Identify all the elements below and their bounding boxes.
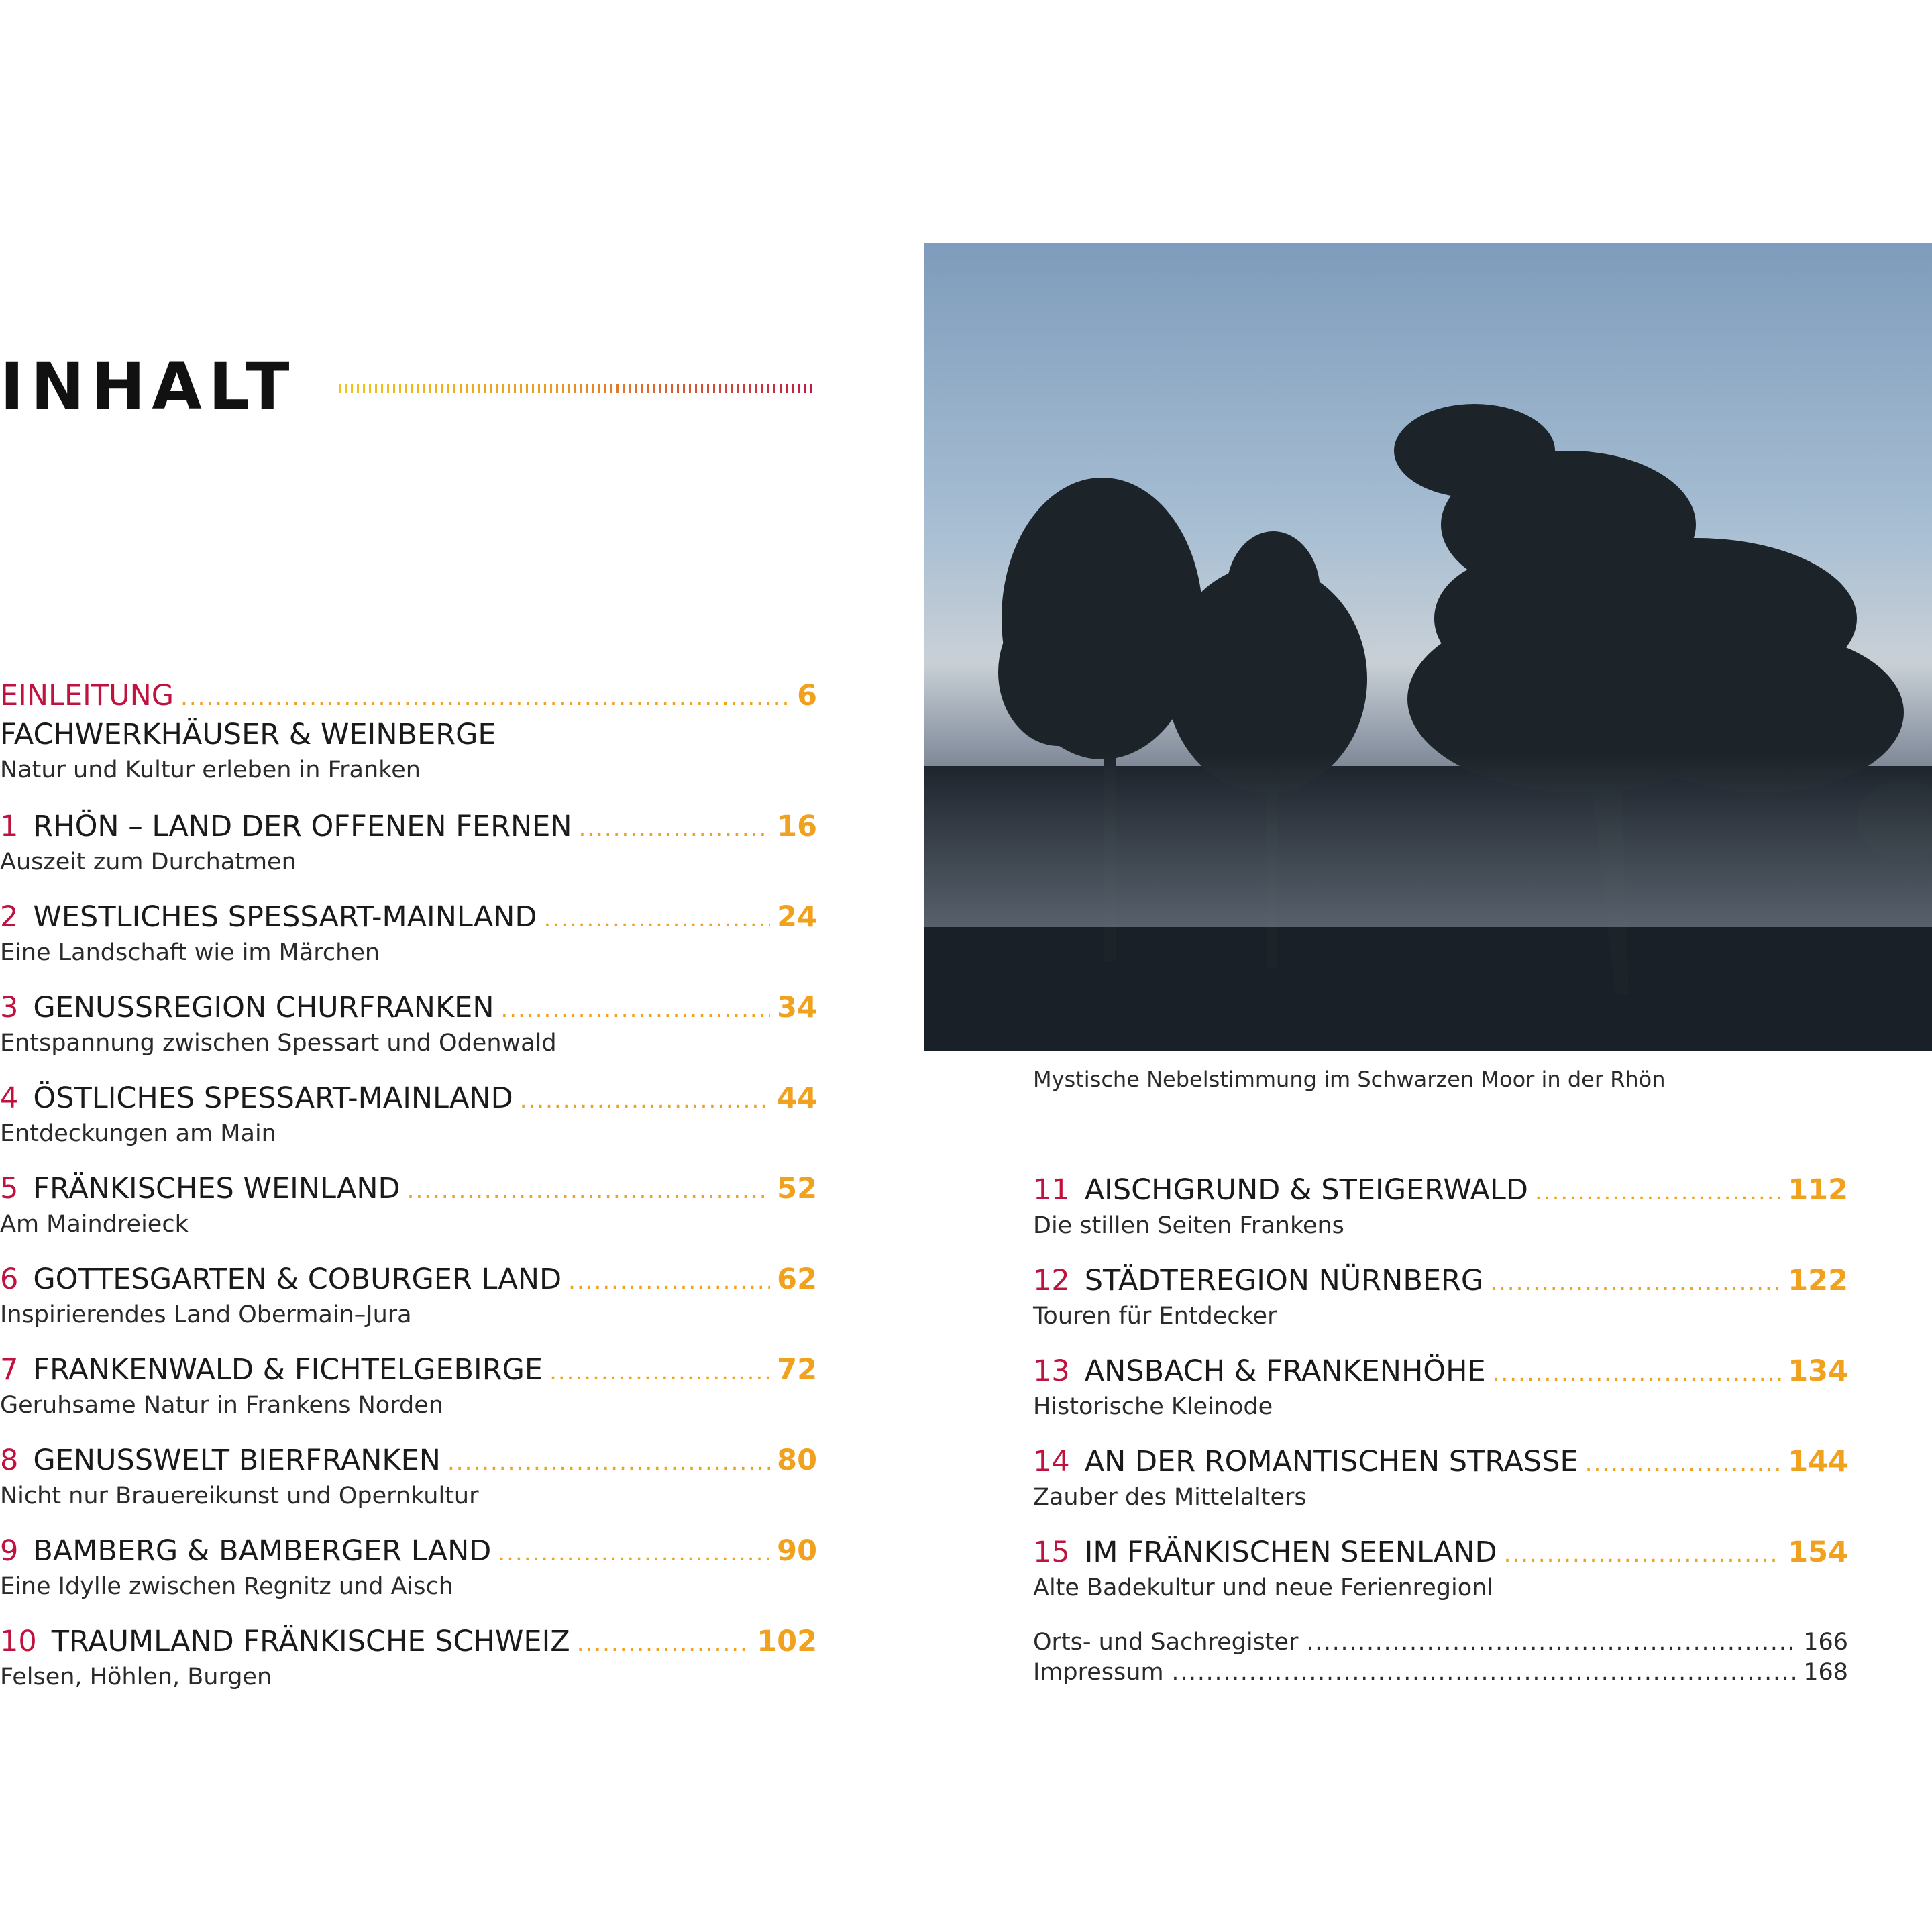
chapter-subtitle: Felsen, Höhlen, Burgen	[0, 1664, 272, 1690]
leader-dots	[407, 1177, 771, 1204]
chapter-number: 15	[1033, 1536, 1070, 1569]
chapter-title: FRANKENWALD & FICHTELGEBIRGE	[33, 1353, 543, 1387]
intro-heading: FACHWERKHÄUSER & WEINBERGE	[0, 718, 496, 751]
chapter-page: 52	[777, 1172, 817, 1205]
page-title: INHALT	[0, 349, 297, 424]
toc-chapter[interactable]	[1033, 1536, 1848, 1603]
impressum-label: Impressum	[1033, 1659, 1164, 1686]
chapter-title: AN DER ROMANTISCHEN STRASSE	[1084, 1445, 1578, 1479]
leader-dots	[549, 1358, 770, 1385]
chapter-title: GOTTESGARTEN & COBURGER LAND	[33, 1263, 562, 1296]
toc-chapter[interactable]	[0, 1353, 817, 1420]
chapter-subtitle: Nicht nur Brauereikunst und Opernkultur	[0, 1483, 479, 1509]
toc-intro[interactable]	[0, 679, 817, 786]
chapter-title: GENUSSWELT BIERFRANKEN	[33, 1444, 441, 1477]
chapter-subtitle: Entspannung zwischen Spessart und Odenwald	[0, 1030, 557, 1057]
chapter-number: 12	[1033, 1264, 1070, 1297]
toc-chapter[interactable]	[0, 900, 817, 967]
toc-register[interactable]	[1033, 1629, 1848, 1656]
chapter-page: 44	[777, 1081, 817, 1115]
chapter-subtitle: Am Maindreieck	[0, 1211, 189, 1238]
chapter-number: 6	[0, 1263, 19, 1296]
chapter-number: 9	[0, 1534, 19, 1568]
chapter-page: 144	[1788, 1445, 1848, 1479]
chapter-number: 7	[0, 1353, 19, 1387]
leader-dots	[568, 1268, 770, 1295]
toc-chapter[interactable]	[0, 1263, 817, 1330]
chapter-page: 72	[777, 1353, 817, 1387]
chapter-number: 3	[0, 991, 19, 1024]
chapter-page: 112	[1788, 1173, 1848, 1207]
chapter-title: AISCHGRUND & STEIGERWALD	[1084, 1173, 1528, 1207]
chapter-title: ÖSTLICHES SPESSART-MAINLAND	[33, 1081, 513, 1115]
chapter-number: 4	[0, 1081, 19, 1115]
chapter-page: 102	[757, 1625, 817, 1658]
chapter-title: GENUSSREGION CHURFRANKEN	[33, 991, 494, 1024]
chapter-page: 80	[777, 1444, 817, 1477]
toc-chapter[interactable]	[0, 1534, 817, 1601]
leader-dots	[501, 996, 771, 1023]
chapter-page: 134	[1788, 1354, 1848, 1388]
misty-trees-image	[924, 243, 1932, 1051]
chapter-subtitle: Die stillen Seiten Frankens	[1033, 1212, 1344, 1239]
chapter-title: ANSBACH & FRANKENHÖHE	[1084, 1354, 1486, 1388]
chapter-page: 122	[1788, 1264, 1848, 1297]
leader-dots	[1490, 1269, 1781, 1296]
leader-dots	[544, 906, 771, 932]
chapter-title: RHÖN – LAND DER OFFENEN FERNEN	[33, 810, 572, 843]
toc-chapter[interactable]	[0, 810, 817, 877]
toc-chapter[interactable]	[1033, 1354, 1848, 1421]
leader-dots	[1493, 1360, 1782, 1387]
chapter-title: TRAUMLAND FRÄNKISCHE SCHWEIZ	[51, 1625, 570, 1658]
chapter-page: 90	[777, 1534, 817, 1568]
chapter-number: 10	[0, 1625, 37, 1658]
impressum-page: 168	[1803, 1659, 1848, 1686]
toc-chapter[interactable]	[0, 1172, 817, 1239]
chapter-number: 8	[0, 1444, 19, 1477]
photo-caption: Mystische Nebelstimmung im Schwarzen Moor in der Rhön	[1033, 1067, 1666, 1092]
title-divider	[339, 384, 812, 393]
leader-dots	[447, 1449, 770, 1476]
leader-dots	[1504, 1541, 1782, 1568]
chapter-number: 2	[0, 900, 19, 934]
register-page: 166	[1803, 1629, 1848, 1656]
chapter-subtitle: Eine Idylle zwischen Regnitz und Aisch	[0, 1573, 453, 1600]
toc-chapter[interactable]	[1033, 1445, 1848, 1512]
chapter-subtitle: Inspirierendes Land Obermain–Jura	[0, 1301, 412, 1328]
chapter-subtitle: Geruhsame Natur in Frankens Norden	[0, 1392, 443, 1419]
landscape-photo	[924, 243, 1932, 1051]
toc-chapter[interactable]	[0, 1081, 817, 1148]
chapter-title: BAMBERG & BAMBERGER LAND	[33, 1534, 492, 1568]
chapter-page: 62	[777, 1263, 817, 1296]
leader-dots	[520, 1087, 770, 1114]
chapter-subtitle: Auszeit zum Durchatmen	[0, 849, 297, 875]
chapter-number: 14	[1033, 1445, 1070, 1479]
chapter-subtitle: Alte Badekultur und neue Ferienregionl	[1033, 1574, 1494, 1601]
chapter-title: WESTLICHES SPESSART-MAINLAND	[33, 900, 537, 934]
chapter-subtitle: Touren für Entdecker	[1033, 1303, 1277, 1330]
leader-dots	[577, 1630, 751, 1657]
chapter-subtitle: Eine Landschaft wie im Märchen	[0, 939, 380, 966]
leader-dots	[1535, 1179, 1781, 1205]
chapter-number: 11	[1033, 1173, 1070, 1207]
chapter-page: 34	[777, 991, 817, 1024]
leader-dots	[1306, 1629, 1795, 1656]
intro-subtitle: Natur und Kultur erleben in Franken	[0, 757, 421, 784]
chapter-number: 5	[0, 1172, 19, 1205]
chapter-title: FRÄNKISCHES WEINLAND	[33, 1172, 400, 1205]
register-label: Orts- und Sachregister	[1033, 1629, 1299, 1656]
chapter-title: STÄDTEREGION NÜRNBERG	[1084, 1264, 1484, 1297]
toc-chapter[interactable]	[1033, 1173, 1848, 1240]
leader-dots	[578, 815, 770, 842]
toc-chapter[interactable]	[0, 1444, 817, 1511]
leader-dots	[1585, 1450, 1782, 1477]
chapter-page: 154	[1788, 1536, 1848, 1569]
chapter-number: 13	[1033, 1354, 1070, 1388]
chapter-page: 16	[777, 810, 817, 843]
leader-dots	[1172, 1659, 1796, 1686]
chapter-title: IM FRÄNKISCHEN SEENLAND	[1084, 1536, 1497, 1569]
chapter-number: 1	[0, 810, 19, 843]
chapter-page: 24	[777, 900, 817, 934]
chapter-subtitle: Zauber des Mittelalters	[1033, 1484, 1307, 1511]
intro-page: 6	[797, 679, 817, 712]
toc-chapter[interactable]	[0, 1625, 817, 1692]
chapter-subtitle: Entdeckungen am Main	[0, 1120, 276, 1147]
chapter-subtitle: Historische Kleinode	[1033, 1393, 1273, 1420]
intro-label: EINLEITUNG	[0, 679, 174, 712]
toc-chapter[interactable]	[1033, 1264, 1848, 1331]
toc-impressum[interactable]	[1033, 1659, 1848, 1686]
leader-dots	[180, 684, 790, 711]
toc-chapter[interactable]	[0, 991, 817, 1058]
leader-dots	[498, 1540, 770, 1566]
